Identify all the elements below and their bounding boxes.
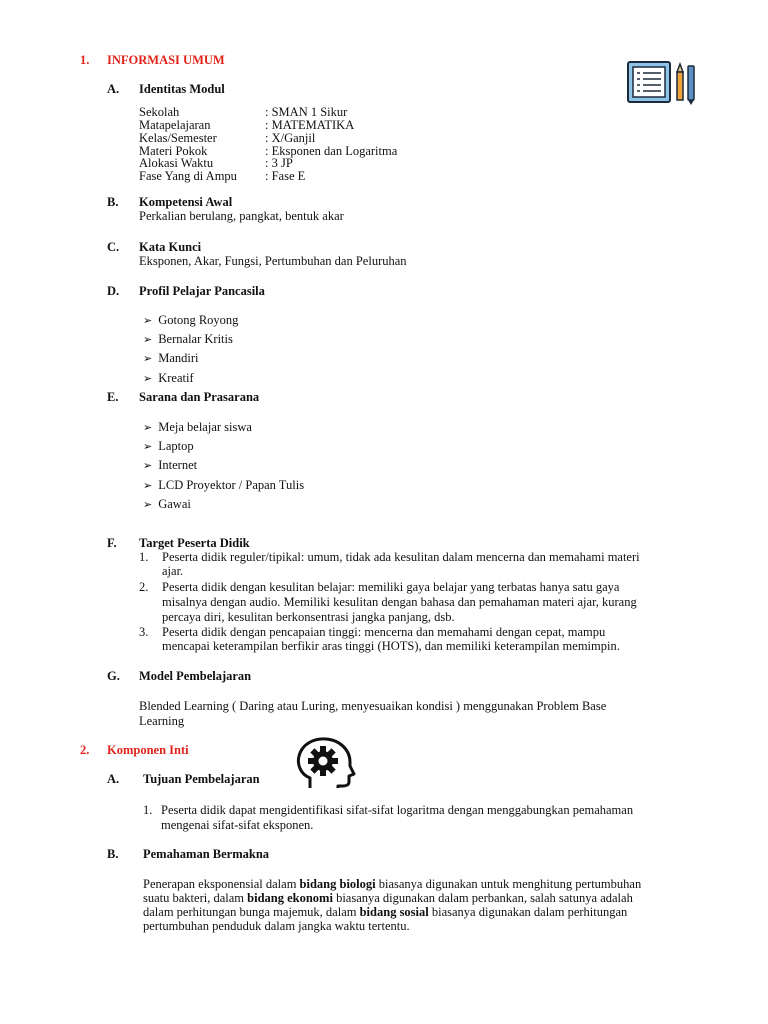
model-pembelajaran-heading: Model Pembelajaran xyxy=(139,669,252,683)
section-2b-letter: B. xyxy=(107,847,119,861)
section-b-letter: B. xyxy=(107,195,119,209)
kompetensi-awal-text: Perkalian berulang, pangkat, bentuk akar xyxy=(139,209,344,223)
section-f-letter: F. xyxy=(107,536,117,550)
target-item-2-line: Peserta didik dengan kesulitan belajar: memiliki gaya belajar yang terbatas hanya satu gaya xyxy=(162,580,620,594)
section-e-letter: E. xyxy=(107,390,119,404)
arrow-bullet-icon: ➢ xyxy=(143,334,153,346)
identitas-label-4: Alokasi Waktu xyxy=(139,156,214,170)
sarana-prasarana-heading: Sarana dan Prasarana xyxy=(139,390,260,404)
section-2-title: Komponen Inti xyxy=(107,743,189,757)
tujuan-pembelajaran-heading: Tujuan Pembelajaran xyxy=(143,772,260,786)
tujuan-item-line: mengenai sifat-sifat eksponen. xyxy=(161,818,314,832)
kata-kunci-heading: Kata Kunci xyxy=(139,240,202,254)
list-item: ➢ Bernalar Kritis xyxy=(143,332,233,346)
section-1-number: 1. xyxy=(80,53,90,67)
identitas-value-3: : Eksponen dan Logaritma xyxy=(265,144,398,158)
model-pembelajaran-text: Learning xyxy=(139,714,185,728)
section-2a-letter: A. xyxy=(107,772,120,786)
arrow-bullet-icon: ➢ xyxy=(143,422,153,434)
target-item-3-number: 3. xyxy=(139,625,149,639)
list-item: ➢ Gotong Royong xyxy=(143,313,239,327)
tujuan-item-line: Peserta didik dapat mengidentifikasi sifat-sifat logaritma dengan menggabungkan pemahaman xyxy=(161,803,634,817)
section-a-letter: A. xyxy=(107,82,120,96)
profil-pelajar-heading: Profil Pelajar Pancasila xyxy=(139,284,265,298)
pemahaman-paragraph-line: pertumbuhan penduduk dalam jangka waktu tertentu. xyxy=(143,919,410,933)
identitas-label-5: Fase Yang di Ampu xyxy=(139,169,237,183)
tujuan-item-number: 1. xyxy=(143,803,153,817)
pemahaman-paragraph-line: Penerapan eksponensial dalam bidang biologi biasanya digunakan untuk menghitung pertumbuhan xyxy=(143,877,642,891)
identitas-label-2: Kelas/Semester xyxy=(139,131,217,145)
head-gear-icon xyxy=(294,736,356,790)
section-d-letter: D. xyxy=(107,284,120,298)
target-item-1-number: 1. xyxy=(139,550,149,564)
identitas-label-0: Sekolah xyxy=(139,105,180,119)
list-item: ➢ Kreatif xyxy=(143,371,194,385)
pemahaman-bermakna-heading: Pemahaman Bermakna xyxy=(143,847,270,861)
target-item-3-line: mencapai keterampilan berfikir aras tinggi (HOTS), dan memiliki keterampilan memimpin. xyxy=(162,639,620,653)
arrow-bullet-icon: ➢ xyxy=(143,480,153,492)
section-2-number: 2. xyxy=(80,743,90,757)
target-item-2-line: misalnya dengan audio. Memiliki kesulitan dengan bahasa dan pemahaman materi ajar, kurang xyxy=(162,595,637,609)
identitas-value-4: : 3 JP xyxy=(265,156,293,170)
target-item-2-number: 2. xyxy=(139,580,149,594)
list-item: ➢ Laptop xyxy=(143,439,194,453)
pemahaman-paragraph-line: dalam perhitungan bunga majemuk, dalam bidang sosial biasanya digunakan dalam perhitungan xyxy=(143,905,628,919)
identitas-modul-heading: Identitas Modul xyxy=(139,82,225,96)
list-item: ➢ Internet xyxy=(143,458,198,472)
list-item: ➢ Meja belajar siswa xyxy=(143,420,252,434)
target-item-1-line: Peserta didik reguler/tipikal: umum, tidak ada kesulitan dalam mencerna dan memahami materi xyxy=(162,550,640,564)
emphasis-text: bidang biologi xyxy=(299,877,376,891)
identitas-value-2: : X/Ganjil xyxy=(265,131,316,145)
identitas-value-0: : SMAN 1 Sikur xyxy=(265,105,348,119)
list-item: ➢ Mandiri xyxy=(143,351,199,365)
kata-kunci-text: Eksponen, Akar, Fungsi, Pertumbuhan dan Peluruhan xyxy=(139,254,407,268)
section-1-title: INFORMASI UMUM xyxy=(107,53,225,67)
arrow-bullet-icon: ➢ xyxy=(143,353,153,365)
target-item-2-line: percaya diri, kesulitan berkonsentrasi jangka panjang, dsb. xyxy=(162,610,455,624)
emphasis-text: bidang ekonomi xyxy=(247,891,333,905)
arrow-bullet-icon: ➢ xyxy=(143,373,153,385)
arrow-bullet-icon: ➢ xyxy=(143,441,153,453)
emphasis-text: bidang sosial xyxy=(359,905,429,919)
arrow-bullet-icon: ➢ xyxy=(143,460,153,472)
section-g-letter: G. xyxy=(107,669,120,683)
identitas-label-3: Materi Pokok xyxy=(139,144,208,158)
target-peserta-heading: Target Peserta Didik xyxy=(139,536,250,550)
arrow-bullet-icon: ➢ xyxy=(143,499,153,511)
list-item: ➢ LCD Proyektor / Papan Tulis xyxy=(143,478,305,492)
list-item: ➢ Gawai xyxy=(143,497,191,511)
checklist-pencil-icon xyxy=(626,60,698,106)
model-pembelajaran-text: Blended Learning ( Daring atau Luring, menyesuaikan kondisi ) menggunakan Problem Base xyxy=(139,699,607,713)
target-item-3-line: Peserta didik dengan pencapaian tinggi: mencerna dan memahami dengan cepat, mampu xyxy=(162,625,606,639)
identitas-value-1: : MATEMATIKA xyxy=(265,118,355,132)
identitas-value-5: : Fase E xyxy=(265,169,306,183)
identitas-label-1: Matapelajaran xyxy=(139,118,211,132)
pemahaman-paragraph-line: suatu bakteri, dalam bidang ekonomi biasanya digunakan dalam perbankan, salah satunya adalah xyxy=(143,891,633,905)
arrow-bullet-icon: ➢ xyxy=(143,315,153,327)
kompetensi-awal-heading: Kompetensi Awal xyxy=(139,195,233,209)
target-item-1-line: ajar. xyxy=(162,564,184,578)
section-c-letter: C. xyxy=(107,240,120,254)
